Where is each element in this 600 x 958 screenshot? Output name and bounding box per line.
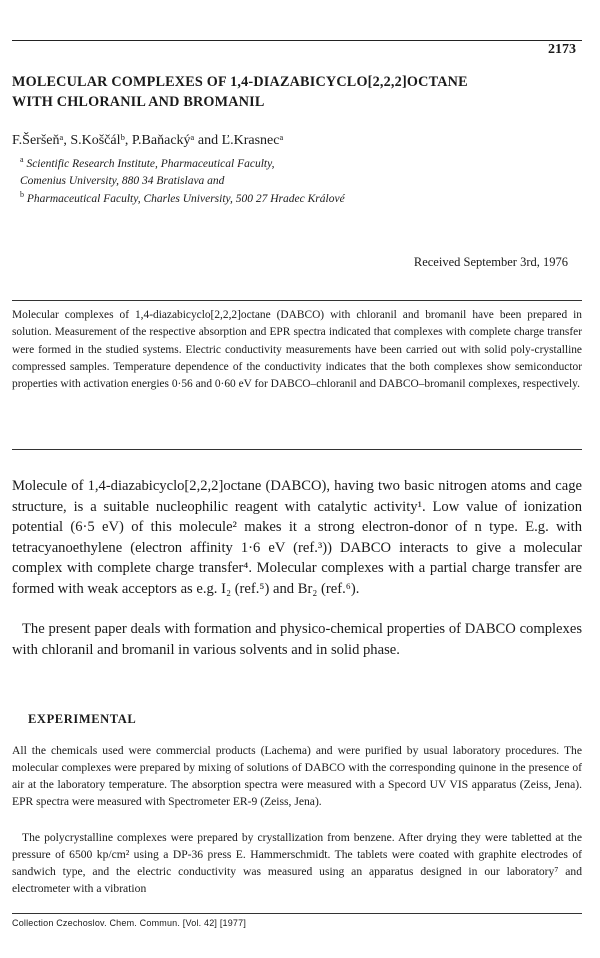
intro-paragraph-1: Molecule of 1,4-diazabicyclo[2,2,2]octane (DABCO), having two basic nitrogen atoms and cage structure, is a suitable nucleophilic reagent with catalytic activity¹. Low value of ionization potential (6·5 eV) of this molecule² makes it a strong electron-donor of n type. E.g. with tetracyanoethylene (electron affinity 1·6 eV (ref.³)) DABCO interacts to give a molecular complex with complete charge transfer⁴. Molecular complexes with a partial charge transfer are formed with weak acceptors as e.g. I₂ (ref.⁵) and Br₂ (ref.⁶). xyxy=(12,478,582,597)
abstract-rule-top xyxy=(12,300,582,301)
affiliation-a-line1: Scientific Research Institute, Pharmaceutical Faculty, xyxy=(26,157,275,170)
affiliation-b xyxy=(20,186,580,208)
experimental-paragraph-2: The polycrystalline complexes were prepared by crystallization from benzene. After drying they were tabletted at the pressure of 6500 kp/cm² using a DP-36 press E. Hammerschmidt. The tablets were coated with graphite electrodes of sandwich type, and the electric conductivity was measured using an apparatus designed in our laboratory⁷ and electrometer with a vibration xyxy=(12,831,582,895)
header-rule xyxy=(12,40,582,41)
page-number: 2173 xyxy=(548,42,576,57)
affiliation-a xyxy=(20,151,580,190)
footer-rule xyxy=(12,913,582,914)
experimental-paragraph-1: All the chemicals used were commercial products (Lachema) and were purified by usual laboratory procedures. The molecular complexes were prepared by mixing of solutions of DABCO with the corresponding quinone in the presence of air at the laboratory temperature. The absorption spectra were measured with a Specord UV VIS apparatus (Zeiss, Jena). EPR spectra were measured with Spectrometer ER-9 (Zeiss, Jena). xyxy=(12,744,582,808)
title-line-1: MOLECULAR COMPLEXES OF 1,4-DIAZABICYCLO[2,2,2]OCTANE xyxy=(12,74,468,90)
affiliation-a-mark: a xyxy=(20,155,24,164)
author-list: F.Šeršeňᵃ, S.Koščálᵇ, P.Baňackýᵃ and Ľ.Krasnecᵃ xyxy=(12,133,284,148)
abstract-rule-bottom xyxy=(12,449,582,450)
section-heading-experimental: EXPERIMENTAL xyxy=(28,712,137,726)
abstract-text: Molecular complexes of 1,4-diazabicyclo[2,2,2]octane (DABCO) with chloranil and bromanil have been prepared in solution. Measurement of the respective absorption and EPR spectra indicated that complexes with complete charge transfer were formed in the studied systems. Electric conductivity measurements have been carried out with solid poly-crystalline compressed samples. Temperature dependence of the conductivity indicates that the both complexes show semiconductor properties with activation energies 0·56 and 0·60 eV for DABCO–chloranil and DABCO–bromanil complexes, respectively. xyxy=(12,309,582,391)
affiliation-a-line2: Comenius University, 880 34 Bratislava and xyxy=(20,174,225,187)
title-line-2: WITH CHLORANIL AND BROMANIL xyxy=(12,94,265,110)
affiliation-b-mark: b xyxy=(20,190,24,199)
intro-paragraph-2: The present paper deals with formation and physico-chemical properties of DABCO complexes with chloranil and bromanil in various solvents and in solid phase. xyxy=(12,621,582,658)
affiliation-b-line1: Pharmaceutical Faculty, Charles University, 500 27 Hradec Králové xyxy=(26,192,345,205)
received-date: Received September 3rd, 1976 xyxy=(413,255,568,269)
article-title xyxy=(12,72,582,112)
journal-footer: Collection Czechoslov. Chem. Commun. [Vol. 42] [1977] xyxy=(12,918,247,928)
